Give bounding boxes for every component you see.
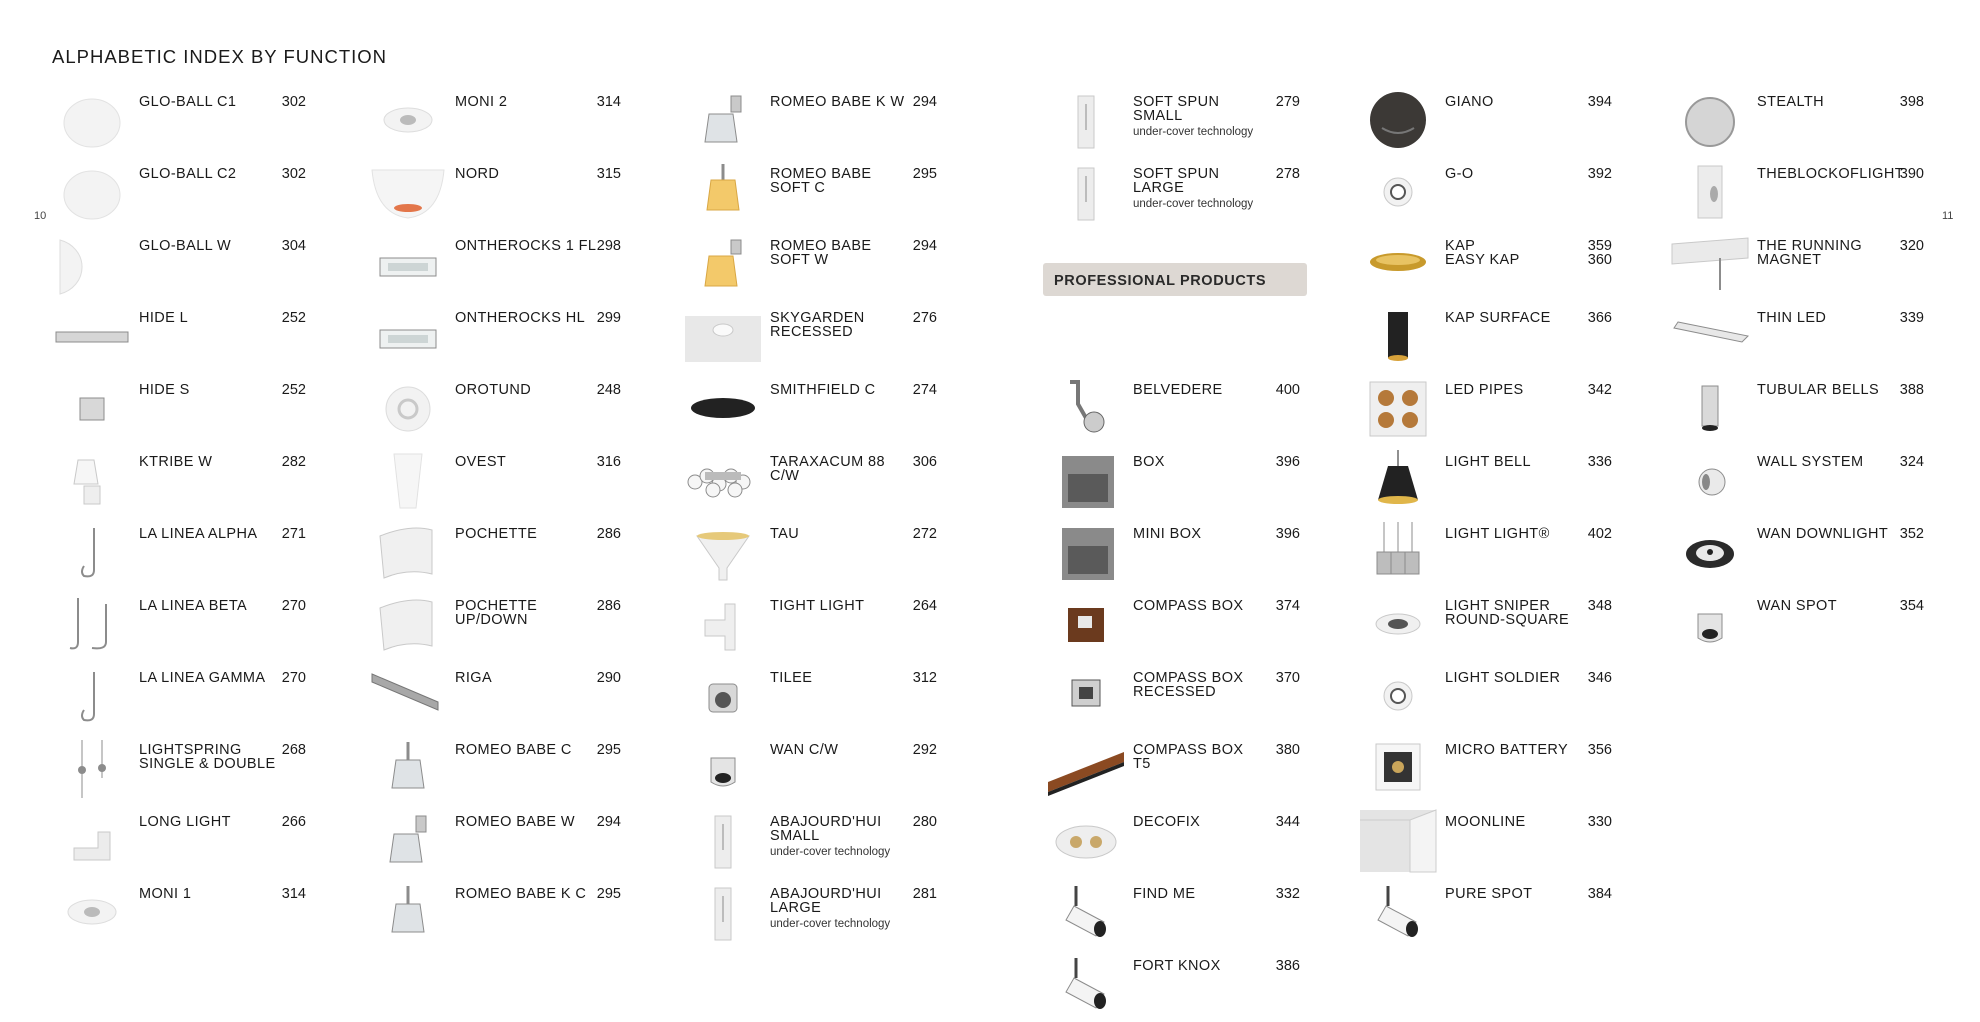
slim-panel-icon bbox=[1046, 88, 1126, 154]
entry-page-number: 314 bbox=[281, 886, 306, 902]
entry-page-number: 295 bbox=[912, 166, 937, 182]
professional-products-label: PROFESSIONAL PRODUCTS bbox=[1054, 273, 1267, 289]
index-entry[interactable] bbox=[52, 304, 306, 374]
block-lamp-icon bbox=[1670, 160, 1750, 226]
globe-lamp-icon bbox=[52, 88, 132, 154]
soft-shade-wall-lamp-icon bbox=[683, 232, 763, 298]
entry-page-number: 270 bbox=[281, 670, 306, 686]
entry-name: MINI BOX bbox=[1133, 526, 1202, 542]
entry-name: HIDE S bbox=[139, 382, 190, 398]
index-entry[interactable] bbox=[1670, 448, 1924, 518]
entry-page-number: 295 bbox=[596, 742, 621, 758]
recessed-panel-icon bbox=[683, 304, 763, 370]
entry-page-number: 384 bbox=[1587, 886, 1612, 902]
entry-page-number: 271 bbox=[281, 526, 306, 542]
entry-page-number: 276 bbox=[912, 310, 937, 326]
box-lamp-icon bbox=[1046, 520, 1126, 586]
entry-subtitle: under-cover technology bbox=[770, 918, 891, 930]
framed-spot-icon bbox=[1358, 736, 1438, 802]
entry-name: GLO-BALL C1 bbox=[139, 94, 237, 110]
entry-name: LED PIPES bbox=[1445, 382, 1524, 398]
entry-page-number: 352 bbox=[1899, 526, 1924, 542]
cylinder-spot-icon bbox=[1358, 880, 1438, 946]
index-entry[interactable] bbox=[683, 808, 937, 878]
entry-name: COMPASS BOX RECESSED bbox=[1133, 670, 1244, 700]
entry-page-number: 281 bbox=[912, 886, 937, 902]
index-entry[interactable] bbox=[52, 160, 306, 230]
entry-page-number: 299 bbox=[596, 310, 621, 326]
index-entry[interactable] bbox=[683, 448, 937, 518]
index-entry[interactable] bbox=[1670, 376, 1924, 446]
entry-page-number: 348 bbox=[1587, 598, 1612, 614]
index-entry[interactable] bbox=[368, 304, 621, 374]
index-entry[interactable] bbox=[52, 376, 306, 446]
round-wall-lamp-icon bbox=[368, 376, 448, 442]
entry-name: STEALTH bbox=[1757, 94, 1824, 110]
index-entry[interactable] bbox=[1046, 376, 1300, 446]
entry-name: MONI 2 bbox=[455, 94, 508, 110]
entry-name: TUBULAR BELLS bbox=[1757, 382, 1880, 398]
index-entry[interactable] bbox=[1046, 952, 1300, 1022]
index-entry[interactable] bbox=[683, 304, 937, 374]
entry-name: LIGHT LIGHT® bbox=[1445, 526, 1550, 542]
entry-page-number: 359 360 bbox=[1587, 238, 1612, 268]
entry-page-number: 344 bbox=[1275, 814, 1300, 830]
index-entry[interactable] bbox=[1670, 592, 1924, 662]
entry-name: WAN C/W bbox=[770, 742, 839, 758]
flat-bar-lamp-icon bbox=[52, 304, 132, 370]
entry-name: SKYGARDEN RECESSED bbox=[770, 310, 865, 340]
entry-page-number: 294 bbox=[912, 238, 937, 254]
index-entry[interactable] bbox=[1046, 736, 1300, 806]
entry-page-number: 374 bbox=[1275, 598, 1300, 614]
entry-name: BELVEDERE bbox=[1133, 382, 1223, 398]
entry-name: G-O bbox=[1445, 166, 1474, 182]
entry-page-number: 248 bbox=[596, 382, 621, 398]
index-entry[interactable] bbox=[1046, 592, 1300, 662]
slim-panel-icon bbox=[1046, 160, 1126, 226]
entry-page-number: 398 bbox=[1899, 94, 1924, 110]
entry-page-number: 294 bbox=[912, 94, 937, 110]
entry-page-number: 278 bbox=[1275, 166, 1300, 182]
entry-name: LIGHTSPRING SINGLE & DOUBLE bbox=[139, 742, 276, 772]
entry-name: THEBLOCKOFLIGHT bbox=[1757, 166, 1904, 182]
entry-name: ABAJOURD'HUI LARGE under-cover technology bbox=[770, 887, 920, 931]
entry-name: NORD bbox=[455, 166, 500, 182]
entry-page-number: 315 bbox=[596, 166, 621, 182]
index-entry[interactable] bbox=[1358, 880, 1612, 950]
pendant-pair-icon bbox=[52, 736, 132, 802]
index-entry[interactable] bbox=[683, 736, 937, 806]
square-lamp-icon bbox=[52, 376, 132, 442]
bulb-cluster-icon bbox=[683, 448, 763, 514]
index-entry[interactable] bbox=[683, 664, 937, 734]
entry-name: GLO-BALL W bbox=[139, 238, 232, 254]
page-title: ALPHABETIC INDEX BY FUNCTION bbox=[52, 46, 388, 67]
entry-page-number: 342 bbox=[1587, 382, 1612, 398]
entry-name: WAN SPOT bbox=[1757, 598, 1837, 614]
index-entry[interactable] bbox=[683, 520, 937, 590]
entry-name: ROMEO BABE W bbox=[455, 814, 576, 830]
slim-panel-icon bbox=[683, 808, 763, 874]
entry-name: COMPASS BOX T5 bbox=[1133, 742, 1244, 772]
entry-page-number: 290 bbox=[596, 670, 621, 686]
index-entry[interactable] bbox=[1358, 304, 1612, 374]
index-entry[interactable] bbox=[52, 808, 306, 878]
entry-page-number: 314 bbox=[596, 94, 621, 110]
entry-name: ONTHEROCKS HL bbox=[455, 310, 586, 326]
entry-page-number: 282 bbox=[281, 454, 306, 470]
cylinder-spot-icon bbox=[1046, 880, 1126, 946]
index-entry[interactable] bbox=[52, 232, 306, 302]
romeo-lamp-icon bbox=[368, 880, 448, 946]
entry-page-number: 400 bbox=[1275, 382, 1300, 398]
triple-pendant-icon bbox=[1358, 520, 1438, 586]
index-entry[interactable] bbox=[368, 880, 621, 950]
bell-pendant-icon bbox=[1358, 448, 1438, 514]
entry-page-number: 320 bbox=[1899, 238, 1924, 254]
entry-name: ROMEO BABE SOFT C bbox=[770, 166, 872, 196]
entry-page-number: 268 bbox=[281, 742, 306, 758]
spot-can-icon bbox=[683, 736, 763, 802]
entry-name: HIDE L bbox=[139, 310, 189, 326]
entry-page-number: 312 bbox=[912, 670, 937, 686]
hook-lamp-icon bbox=[52, 520, 132, 586]
slim-panel-icon bbox=[683, 880, 763, 946]
entry-name: PURE SPOT bbox=[1445, 886, 1533, 902]
entry-page-number: 302 bbox=[281, 166, 306, 182]
bowl-lamp-icon bbox=[368, 160, 448, 226]
index-entry[interactable] bbox=[368, 88, 621, 158]
entry-page-number: 388 bbox=[1899, 382, 1924, 398]
entry-name: LONG LIGHT bbox=[139, 814, 231, 830]
box-lamp-icon bbox=[1046, 448, 1126, 514]
entry-page-number: 274 bbox=[912, 382, 937, 398]
entry-page-number: 394 bbox=[1587, 94, 1612, 110]
entry-name: LA LINEA ALPHA bbox=[139, 526, 258, 542]
index-entry[interactable] bbox=[1046, 160, 1300, 230]
entry-page-number: 295 bbox=[596, 886, 621, 902]
funnel-lamp-icon bbox=[683, 520, 763, 586]
entry-name: KAP SURFACE bbox=[1445, 310, 1551, 326]
entry-name: DECOFIX bbox=[1133, 814, 1201, 830]
entry-page-number: 286 bbox=[596, 526, 621, 542]
entry-subtitle: under-cover technology bbox=[770, 846, 891, 858]
entry-page-number: 356 bbox=[1587, 742, 1612, 758]
index-entry[interactable] bbox=[368, 376, 621, 446]
entry-name: COMPASS BOX bbox=[1133, 598, 1244, 614]
entry-name: FIND ME bbox=[1133, 886, 1196, 902]
tile-lamp-icon bbox=[683, 664, 763, 730]
entry-name: ONTHEROCKS 1 FL bbox=[455, 238, 597, 254]
index-entry[interactable] bbox=[1670, 520, 1924, 590]
entry-page-number: 304 bbox=[281, 238, 306, 254]
entry-name: TARAXACUM 88 C/W bbox=[770, 454, 885, 484]
wall-wash-icon bbox=[1358, 808, 1438, 874]
gold-ring-icon bbox=[1358, 232, 1438, 298]
entry-page-number: 346 bbox=[1587, 670, 1612, 686]
entry-name: MOONLINE bbox=[1445, 814, 1526, 830]
entry-name: OVEST bbox=[455, 454, 507, 470]
entry-name: LA LINEA GAMMA bbox=[139, 670, 266, 686]
entry-name: LIGHT BELL bbox=[1445, 454, 1531, 470]
entry-name: LIGHT SOLDIER bbox=[1445, 670, 1561, 686]
recessed-square-icon bbox=[1046, 664, 1126, 730]
index-entry[interactable] bbox=[683, 232, 937, 302]
entry-name: MONI 1 bbox=[139, 886, 192, 902]
entry-name: TAU bbox=[770, 526, 800, 542]
index-entry[interactable] bbox=[1358, 448, 1612, 518]
index-entry[interactable] bbox=[1358, 808, 1612, 878]
wood-box-icon bbox=[1046, 592, 1126, 658]
index-entry[interactable] bbox=[1046, 808, 1300, 878]
page-number-right: 11 bbox=[1942, 210, 1954, 222]
romeo-wall-lamp-icon bbox=[368, 808, 448, 874]
angle-bar-icon bbox=[368, 664, 448, 730]
index-entry[interactable] bbox=[1046, 448, 1300, 518]
index-entry[interactable] bbox=[1358, 520, 1612, 590]
index-entry[interactable] bbox=[368, 808, 621, 878]
entry-page-number: 286 bbox=[596, 598, 621, 614]
entry-name: RIGA bbox=[455, 670, 493, 686]
spot-can-icon bbox=[1670, 592, 1750, 658]
index-entry[interactable] bbox=[1670, 304, 1924, 374]
romeo-wall-lamp-icon bbox=[683, 88, 763, 154]
entry-name: ROMEO BABE K C bbox=[455, 886, 587, 902]
quad-spot-icon bbox=[1358, 376, 1438, 442]
entry-subtitle: under-cover technology bbox=[1133, 198, 1254, 210]
track-system-icon bbox=[1670, 232, 1750, 298]
entry-page-number: 386 bbox=[1275, 958, 1300, 974]
entry-page-number: 390 bbox=[1899, 166, 1924, 182]
entry-page-number: 324 bbox=[1899, 454, 1924, 470]
entry-name: ROMEO BABE SOFT W bbox=[770, 238, 872, 268]
index-entry[interactable] bbox=[52, 520, 306, 590]
entry-name: KAP EASY KAP bbox=[1445, 238, 1520, 268]
entry-page-number: 270 bbox=[281, 598, 306, 614]
entry-page-number: 330 bbox=[1587, 814, 1612, 830]
index-entry[interactable] bbox=[52, 880, 306, 950]
track-spot-icon bbox=[1046, 376, 1126, 442]
index-entry[interactable] bbox=[683, 880, 937, 950]
page-number-left: 10 bbox=[34, 210, 47, 222]
index-entry[interactable] bbox=[1358, 88, 1612, 158]
index-entry[interactable] bbox=[683, 376, 937, 446]
entry-page-number: 266 bbox=[281, 814, 306, 830]
index-entry[interactable] bbox=[368, 520, 621, 590]
entry-name: SOFT SPUN SMALL under-cover technology bbox=[1133, 95, 1283, 139]
cylinder-spot-icon bbox=[1046, 952, 1126, 1018]
half-globe-lamp-icon bbox=[52, 232, 132, 298]
index-entry[interactable] bbox=[52, 448, 306, 518]
index-entry[interactable] bbox=[52, 736, 306, 806]
index-entry[interactable] bbox=[1358, 376, 1612, 446]
index-entry[interactable] bbox=[1358, 232, 1612, 302]
entry-page-number: 252 bbox=[281, 310, 306, 326]
entry-page-number: 380 bbox=[1275, 742, 1300, 758]
ring-light-icon bbox=[1358, 664, 1438, 730]
entry-page-number: 392 bbox=[1587, 166, 1612, 182]
entry-name: FORT KNOX bbox=[1133, 958, 1221, 974]
index-entry[interactable] bbox=[52, 592, 306, 662]
entry-name: POCHETTE UP/DOWN bbox=[455, 598, 538, 628]
entry-page-number: 316 bbox=[596, 454, 621, 470]
entry-page-number: 396 bbox=[1275, 454, 1300, 470]
index-entry[interactable] bbox=[683, 88, 937, 158]
index-entry[interactable] bbox=[1046, 88, 1300, 158]
entry-page-number: 402 bbox=[1587, 526, 1612, 542]
entry-name: ROMEO BABE C bbox=[455, 742, 572, 758]
entry-page-number: 370 bbox=[1275, 670, 1300, 686]
entry-name: LA LINEA BETA bbox=[139, 598, 248, 614]
entry-name: BOX bbox=[1133, 454, 1165, 470]
black-disc-icon bbox=[683, 376, 763, 442]
glass-box-icon bbox=[368, 232, 448, 298]
entry-name: THE RUNNING MAGNET bbox=[1757, 238, 1863, 268]
black-cylinder-icon bbox=[1358, 304, 1438, 370]
entry-page-number: 306 bbox=[912, 454, 937, 470]
entry-name: TIGHT LIGHT bbox=[770, 598, 865, 614]
index-entry[interactable] bbox=[368, 592, 621, 662]
index-entry[interactable] bbox=[1046, 880, 1300, 950]
index-entry[interactable] bbox=[1358, 664, 1612, 734]
entry-name: ABAJOURD'HUI SMALL under-cover technology bbox=[770, 815, 920, 859]
entry-name: KTRIBE W bbox=[139, 454, 213, 470]
entry-page-number: 292 bbox=[912, 742, 937, 758]
entry-name: SMITHFIELD C bbox=[770, 382, 876, 398]
index-entry[interactable] bbox=[1670, 232, 1924, 302]
cone-lamp-icon bbox=[368, 448, 448, 514]
curved-panel-icon bbox=[368, 592, 448, 658]
entry-page-number: 339 bbox=[1899, 310, 1924, 326]
ring-downlight-icon bbox=[1358, 592, 1438, 658]
index-entry[interactable] bbox=[52, 88, 306, 158]
curved-panel-icon bbox=[368, 520, 448, 586]
index-entry[interactable] bbox=[1358, 592, 1612, 662]
grey-disc-icon bbox=[1670, 88, 1750, 154]
entry-page-number: 298 bbox=[596, 238, 621, 254]
index-entry[interactable] bbox=[368, 160, 621, 230]
wood-bar-icon bbox=[1046, 736, 1126, 802]
index-entry[interactable] bbox=[1046, 520, 1300, 590]
entry-page-number: 252 bbox=[281, 382, 306, 398]
hook-lamp-icon bbox=[52, 664, 132, 730]
entry-name: THIN LED bbox=[1757, 310, 1827, 326]
entry-name: SOFT SPUN LARGE under-cover technology bbox=[1133, 167, 1283, 211]
entry-name: TILEE bbox=[770, 670, 813, 686]
entry-page-number: 264 bbox=[912, 598, 937, 614]
entry-page-number: 354 bbox=[1899, 598, 1924, 614]
ceiling-disc-icon bbox=[368, 88, 448, 154]
twin-downlight-icon bbox=[1046, 808, 1126, 874]
entry-name: OROTUND bbox=[455, 382, 532, 398]
wall-spot-icon bbox=[1670, 448, 1750, 514]
entry-name: WAN DOWNLIGHT bbox=[1757, 526, 1889, 542]
globe-lamp-icon bbox=[52, 160, 132, 226]
index-entry[interactable] bbox=[368, 736, 621, 806]
professional-products-band bbox=[1043, 263, 1307, 296]
index-entry[interactable] bbox=[1670, 88, 1924, 158]
entry-page-number: 279 bbox=[1275, 94, 1300, 110]
t-lamp-icon bbox=[683, 592, 763, 658]
entry-page-number: 332 bbox=[1275, 886, 1300, 902]
dark-ring-icon bbox=[1670, 520, 1750, 586]
glass-box-icon bbox=[368, 304, 448, 370]
double-hook-lamp-icon bbox=[52, 592, 132, 658]
index-entry[interactable] bbox=[368, 232, 621, 302]
ring-light-icon bbox=[1358, 160, 1438, 226]
entry-name: WALL SYSTEM bbox=[1757, 454, 1864, 470]
index-entry[interactable] bbox=[683, 592, 937, 662]
romeo-lamp-icon bbox=[368, 736, 448, 802]
entry-subtitle: under-cover technology bbox=[1133, 126, 1254, 138]
index-entry[interactable] bbox=[1358, 736, 1612, 806]
entry-page-number: 336 bbox=[1587, 454, 1612, 470]
thin-bar-icon bbox=[1670, 304, 1750, 370]
entry-name: LIGHT SNIPER ROUND-SQUARE bbox=[1445, 598, 1570, 628]
dark-disc-icon bbox=[1358, 88, 1438, 154]
entry-page-number: 294 bbox=[596, 814, 621, 830]
ceiling-disc-icon bbox=[52, 880, 132, 946]
index-entry[interactable] bbox=[368, 664, 621, 734]
wall-shade-lamp-icon bbox=[52, 448, 132, 514]
index-entry[interactable] bbox=[368, 448, 621, 518]
entry-page-number: 396 bbox=[1275, 526, 1300, 542]
index-entry[interactable] bbox=[1046, 664, 1300, 734]
entry-page-number: 272 bbox=[912, 526, 937, 542]
index-entry[interactable] bbox=[1358, 160, 1612, 230]
entry-name: MICRO BATTERY bbox=[1445, 742, 1569, 758]
entry-name: POCHETTE bbox=[455, 526, 538, 542]
entry-name: ROMEO BABE K W bbox=[770, 94, 905, 110]
entry-name: GLO-BALL C2 bbox=[139, 166, 237, 182]
index-entry[interactable] bbox=[1670, 160, 1924, 230]
index-entry[interactable] bbox=[683, 160, 937, 230]
soft-shade-lamp-icon bbox=[683, 160, 763, 226]
corner-lamp-icon bbox=[52, 808, 132, 874]
entry-page-number: 280 bbox=[912, 814, 937, 830]
entry-name: GIANO bbox=[1445, 94, 1494, 110]
index-entry[interactable] bbox=[52, 664, 306, 734]
tube-pendant-icon bbox=[1670, 376, 1750, 442]
entry-page-number: 302 bbox=[281, 94, 306, 110]
entry-page-number: 366 bbox=[1587, 310, 1612, 326]
